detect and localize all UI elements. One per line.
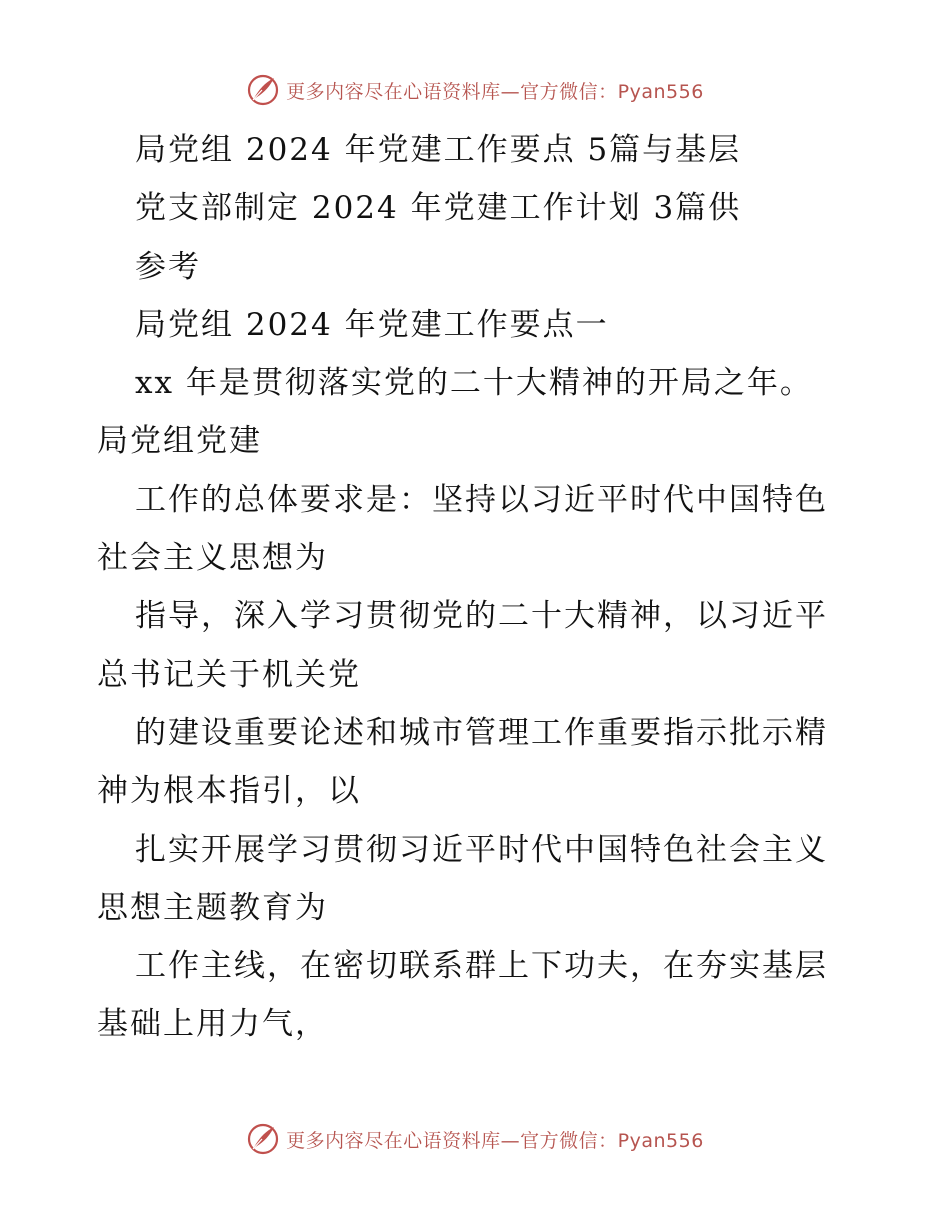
document-body [97,121,857,1054]
watermark-banner-bottom [0,1119,950,1159]
document-line: 指导，深入学习贯彻党的二十大精神，以习近平 [135,598,828,635]
document-line: 局党组 2024 年党建工作要点一 [135,306,609,343]
document-line: 总书记关于机关党 [97,656,361,693]
document-line: 工作的总体要求是：坚持以习近平时代中国特色 [135,481,828,518]
document-line: 局党组 2024 年党建工作要点 5篇与基层 [135,132,742,168]
feather-pen-logo-icon [246,73,280,107]
document-line: 扎实开展学习贯彻习近平时代中国特色社会主义 [135,831,828,868]
feather-pen-logo-icon [246,1122,280,1156]
document-line: xx 年是贯彻落实党的二十大精神的开局之年。 [135,365,813,402]
document-line: 工作主线，在密切联系群上下功夫，在夯实基层 [135,948,828,985]
document-line: 社会主义思想为 [97,540,328,577]
document-line: 参考 [135,248,201,285]
watermark-text: 更多内容尽在心语资料库—官方微信：Pyan556 [286,1129,704,1152]
document-line: 局党组党建 [97,423,262,460]
document-line: 的建设重要论述和城市管理工作重要指示批示精 [135,714,828,751]
document-line: 基础上用力气， [97,1006,328,1043]
watermark-text: 更多内容尽在心语资料库—官方微信：Pyan556 [286,80,704,103]
document-line: 神为根本指引，以 [97,773,361,810]
watermark-banner-top [0,70,950,110]
document-line: 思想主题教育为 [97,889,328,926]
document-line: 党支部制定 2024 年党建工作计划 3篇供 [135,190,742,227]
